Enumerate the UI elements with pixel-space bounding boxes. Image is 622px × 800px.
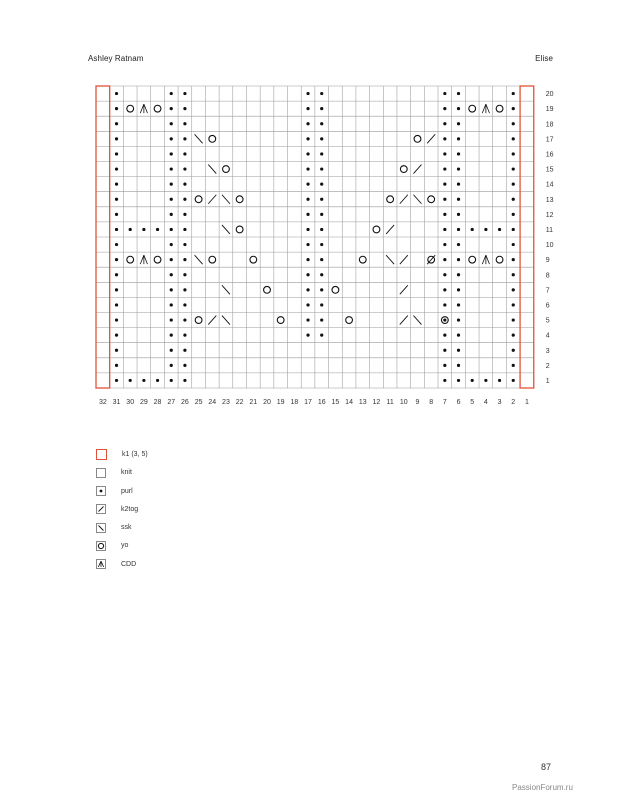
purl-icon <box>320 107 323 110</box>
purl-icon <box>443 122 446 125</box>
page-number: 87 <box>541 762 552 772</box>
purl-icon <box>306 213 309 216</box>
column-number: 3 <box>497 399 502 406</box>
purl-icon <box>183 243 186 246</box>
row-number: 19 <box>545 106 554 114</box>
purl-icon <box>457 288 460 291</box>
row-number: 14 <box>545 181 554 189</box>
ssk-icon <box>222 195 230 204</box>
legend-label: CDD <box>121 560 137 568</box>
column-number: 18 <box>290 399 299 406</box>
purl-icon <box>512 122 515 125</box>
purl-icon <box>115 198 118 201</box>
purl-icon <box>170 92 173 95</box>
column-number: 31 <box>112 399 121 406</box>
purl-icon <box>512 183 515 186</box>
purl-icon <box>183 198 186 201</box>
legend-label: yo <box>121 542 129 550</box>
purl-icon <box>115 243 118 246</box>
purl-icon <box>457 364 460 367</box>
purl-icon <box>443 318 446 321</box>
purl-icon <box>484 228 487 231</box>
row-number: 1 <box>545 377 550 385</box>
column-number: 17 <box>304 399 312 406</box>
ssk-icon <box>222 316 230 325</box>
purl-icon <box>115 258 118 261</box>
yo-icon <box>359 256 366 263</box>
purl-icon <box>457 318 460 321</box>
k2tog-icon <box>208 195 216 204</box>
purl-icon <box>512 228 515 231</box>
ssk-swatch-icon <box>96 523 106 533</box>
purl-icon <box>512 243 515 246</box>
purl-icon <box>115 349 118 352</box>
purl-icon <box>170 273 173 276</box>
row-number: 13 <box>545 196 554 204</box>
column-number: 25 <box>194 399 203 406</box>
purl-icon <box>320 167 323 170</box>
purl-icon <box>183 137 186 140</box>
purl-icon <box>115 167 118 170</box>
k2tog-icon <box>400 285 408 294</box>
row-number: 4 <box>545 332 550 340</box>
legend-item-ssk <box>96 522 148 533</box>
row-number: 15 <box>545 166 554 174</box>
column-number: 8 <box>429 399 434 406</box>
purl-icon <box>183 273 186 276</box>
purl-icon <box>320 273 323 276</box>
purl-icon <box>142 228 145 231</box>
purl-icon <box>115 318 118 321</box>
legend-item-k1 <box>96 449 148 460</box>
purl-icon <box>306 152 309 155</box>
purl-icon <box>115 364 118 367</box>
column-number: 7 <box>442 399 447 406</box>
purl-icon <box>320 92 323 95</box>
purl-icon <box>443 228 446 231</box>
column-number: 14 <box>345 399 353 406</box>
row-number: 5 <box>545 317 550 325</box>
purl-icon <box>170 379 173 382</box>
purl-icon <box>512 152 515 155</box>
purl-icon <box>443 334 446 337</box>
purl-icon <box>170 288 173 291</box>
k2tog-icon <box>400 195 408 204</box>
purl-icon <box>115 334 118 337</box>
purl-icon <box>115 183 118 186</box>
purl-icon <box>512 137 515 140</box>
purl-icon <box>457 152 460 155</box>
column-number: 6 <box>456 399 461 406</box>
row-number: 3 <box>545 347 550 355</box>
purl-icon <box>170 167 173 170</box>
ssk-icon <box>222 285 230 294</box>
purl-icon <box>129 379 132 382</box>
legend-label: k2tog <box>121 505 139 513</box>
row-number: 12 <box>545 211 554 219</box>
purl-icon <box>306 183 309 186</box>
legend-item-purl <box>96 486 148 497</box>
purl-icon <box>443 167 446 170</box>
purl-icon <box>170 122 173 125</box>
column-number: 22 <box>235 399 244 406</box>
row-number: 6 <box>545 302 550 310</box>
purl-icon <box>320 137 323 140</box>
purl-icon <box>183 167 186 170</box>
purl-icon <box>183 213 186 216</box>
yo-icon <box>236 196 243 203</box>
k2tog-icon <box>400 255 408 264</box>
purl-icon <box>320 243 323 246</box>
yo-icon <box>127 256 134 263</box>
yo-icon <box>428 196 435 203</box>
purl-icon <box>306 137 309 140</box>
yo-icon <box>250 256 257 263</box>
purl-icon <box>457 122 460 125</box>
purl-icon <box>512 273 515 276</box>
row-number: 7 <box>545 287 550 295</box>
purl-icon <box>443 258 446 261</box>
legend-item-cdd <box>96 559 148 570</box>
yo-icon <box>209 256 216 263</box>
purl-icon <box>320 258 323 261</box>
purl-icon <box>443 152 446 155</box>
purl-icon <box>115 92 118 95</box>
purl-icon <box>512 318 515 321</box>
purl-icon <box>457 273 460 276</box>
yo-swatch-icon <box>96 541 106 551</box>
yo-icon <box>264 286 271 293</box>
purl-icon <box>115 228 118 231</box>
purl-icon <box>170 228 173 231</box>
legend-item-k2tog <box>96 504 148 515</box>
yo-icon <box>387 196 394 203</box>
yo-icon <box>127 105 134 112</box>
purl-icon <box>306 122 309 125</box>
cdd-icon <box>482 255 489 264</box>
chart-legend <box>96 449 148 577</box>
purl-icon <box>512 107 515 110</box>
purl-icon <box>306 273 309 276</box>
cdd-icon <box>482 104 489 113</box>
purl-icon <box>443 92 446 95</box>
column-number: 30 <box>126 399 135 406</box>
k2tog-swatch-icon <box>96 504 106 514</box>
purl-icon <box>443 364 446 367</box>
yo-icon <box>277 317 284 324</box>
yo-icon <box>469 105 476 112</box>
purl-icon <box>306 107 309 110</box>
purl-icon <box>115 288 118 291</box>
column-number: 2 <box>511 399 516 406</box>
yo-icon <box>332 286 339 293</box>
purl-icon <box>183 152 186 155</box>
purl-icon <box>306 318 309 321</box>
purl-icon <box>183 122 186 125</box>
row-number: 16 <box>545 151 554 159</box>
column-number: 10 <box>399 399 408 406</box>
purl-icon <box>170 198 173 201</box>
purl-icon <box>443 213 446 216</box>
purl-icon <box>170 318 173 321</box>
purl-icon <box>115 137 118 140</box>
purl-icon <box>170 334 173 337</box>
purl-icon <box>320 122 323 125</box>
column-number: 20 <box>263 399 271 406</box>
column-number: 5 <box>470 399 475 406</box>
ssk-icon <box>208 165 216 174</box>
purl-icon <box>512 92 515 95</box>
purl-icon <box>471 379 474 382</box>
purl-icon <box>443 379 446 382</box>
purl-icon <box>306 303 309 306</box>
purl-icon <box>156 228 159 231</box>
purl-icon <box>512 167 515 170</box>
purl-icon <box>443 288 446 291</box>
purl-icon <box>471 228 474 231</box>
purl-icon <box>170 303 173 306</box>
purl-icon <box>183 318 186 321</box>
row-number: 8 <box>545 272 550 280</box>
purl-icon <box>457 198 460 201</box>
k2tog-icon <box>400 316 408 325</box>
purl-icon <box>170 107 173 110</box>
purl-icon <box>512 364 515 367</box>
purl-icon <box>170 183 173 186</box>
purl-icon <box>443 137 446 140</box>
purl-icon <box>457 303 460 306</box>
purl-icon <box>484 379 487 382</box>
ssk-icon <box>386 255 394 264</box>
purl-icon <box>183 288 186 291</box>
k2tog-icon <box>413 165 421 174</box>
purl-icon <box>498 379 501 382</box>
yo-icon <box>400 166 407 173</box>
purl-icon <box>306 334 309 337</box>
purl-icon <box>443 198 446 201</box>
row-number: 9 <box>545 257 550 265</box>
yo-icon <box>236 226 243 233</box>
purl-icon <box>320 228 323 231</box>
yo-icon <box>154 105 161 112</box>
purl-icon <box>306 92 309 95</box>
purl-icon <box>512 258 515 261</box>
purl-icon <box>512 349 515 352</box>
purl-icon <box>170 364 173 367</box>
purl-icon <box>457 213 460 216</box>
purl-icon <box>443 183 446 186</box>
purl-icon <box>170 258 173 261</box>
yo-icon <box>373 226 380 233</box>
column-number: 21 <box>249 399 258 406</box>
purl-icon <box>457 258 460 261</box>
purl-icon <box>457 107 460 110</box>
purl-icon <box>320 198 323 201</box>
purl-icon <box>320 303 323 306</box>
ssk-icon <box>195 134 203 143</box>
purl-icon <box>306 228 309 231</box>
purl-icon <box>183 183 186 186</box>
column-number: 13 <box>358 399 367 406</box>
legend-label: purl <box>121 487 133 495</box>
purl-icon <box>115 379 118 382</box>
yo-icon <box>346 317 353 324</box>
column-number: 26 <box>181 399 189 406</box>
purl-icon <box>320 152 323 155</box>
purl-icon <box>183 349 186 352</box>
column-number: 32 <box>98 399 107 406</box>
yo-icon <box>195 196 202 203</box>
purl-icon <box>512 334 515 337</box>
column-number: 16 <box>317 399 326 406</box>
purl-icon <box>170 243 173 246</box>
row-number: 2 <box>545 362 550 370</box>
yo-icon <box>414 135 421 142</box>
column-number: 19 <box>276 399 285 406</box>
purl-icon <box>443 107 446 110</box>
purl-icon <box>443 243 446 246</box>
yo-icon <box>209 135 216 142</box>
purl-icon <box>306 288 309 291</box>
purl-swatch-icon <box>96 486 106 496</box>
designer-name: Ashley Ratnam <box>88 54 144 63</box>
knit-swatch-icon <box>96 468 106 478</box>
watermark: PassionForum.ru <box>512 783 573 792</box>
legend-item-knit <box>96 467 148 478</box>
ssk-icon <box>222 225 230 234</box>
yo-icon <box>496 256 503 263</box>
yo-icon <box>496 105 503 112</box>
purl-icon <box>183 228 186 231</box>
purl-icon <box>306 258 309 261</box>
yo-icon <box>469 256 476 263</box>
purl-icon <box>512 213 515 216</box>
purl-icon <box>457 183 460 186</box>
ssk-icon <box>413 316 421 325</box>
column-number: 24 <box>208 399 217 406</box>
ssk-icon <box>413 195 421 204</box>
purl-icon <box>183 258 186 261</box>
purl-icon <box>443 273 446 276</box>
purl-icon <box>320 318 323 321</box>
column-number: 12 <box>372 399 381 406</box>
purl-icon <box>306 198 309 201</box>
row-number: 11 <box>545 226 554 234</box>
column-number: 15 <box>331 399 340 406</box>
column-number: 9 <box>415 399 420 406</box>
k1-key-swatch-icon <box>96 449 107 460</box>
column-number: 27 <box>167 399 176 406</box>
purl-icon <box>170 213 173 216</box>
yo-icon <box>223 166 230 173</box>
purl-icon <box>183 107 186 110</box>
purl-icon <box>183 92 186 95</box>
purl-icon <box>156 379 159 382</box>
purl-icon <box>457 167 460 170</box>
purl-icon <box>320 288 323 291</box>
purl-icon <box>170 349 173 352</box>
k2tog-icon <box>427 134 435 143</box>
legend-label: knit <box>121 469 132 477</box>
column-number: 4 <box>483 399 488 406</box>
column-number: 1 <box>524 399 529 406</box>
legend-item-yo <box>96 540 148 551</box>
purl-icon <box>183 364 186 367</box>
purl-icon <box>170 152 173 155</box>
purl-icon <box>320 183 323 186</box>
purl-icon <box>115 107 118 110</box>
k2tog-icon <box>386 225 394 234</box>
purl-icon <box>183 379 186 382</box>
row-number: 17 <box>545 136 554 144</box>
purl-icon <box>457 349 460 352</box>
column-number: 29 <box>139 399 148 406</box>
purl-icon <box>443 349 446 352</box>
purl-icon <box>457 228 460 231</box>
purl-icon <box>443 303 446 306</box>
purl-icon <box>115 273 118 276</box>
purl-icon <box>457 243 460 246</box>
cdd-icon <box>140 255 147 264</box>
cdd-icon <box>140 104 147 113</box>
purl-icon <box>457 92 460 95</box>
row-number: 10 <box>545 242 554 250</box>
purl-icon <box>306 243 309 246</box>
purl-icon <box>512 303 515 306</box>
ssk-icon <box>195 255 203 264</box>
purl-icon <box>170 137 173 140</box>
purl-icon <box>457 334 460 337</box>
purl-icon <box>457 137 460 140</box>
column-number: 23 <box>222 399 230 406</box>
yo-icon <box>154 256 161 263</box>
purl-icon <box>183 303 186 306</box>
purl-icon <box>129 228 132 231</box>
k2tog-icon <box>208 316 216 325</box>
purl-icon <box>512 379 515 382</box>
column-number: 11 <box>386 399 394 406</box>
purl-icon <box>142 379 145 382</box>
yo-icon <box>195 317 202 324</box>
cdd-swatch-icon <box>96 559 106 569</box>
column-number: 28 <box>153 399 162 406</box>
purl-icon <box>306 167 309 170</box>
purl-icon <box>498 228 501 231</box>
row-number: 20 <box>545 91 554 99</box>
purl-icon <box>183 334 186 337</box>
legend-label: ssk <box>121 524 132 532</box>
purl-icon <box>320 213 323 216</box>
purl-icon <box>115 152 118 155</box>
purl-icon <box>115 303 118 306</box>
purl-icon <box>320 334 323 337</box>
pattern-name: Elise <box>535 54 553 63</box>
purl-icon <box>512 288 515 291</box>
purl-icon <box>512 198 515 201</box>
purl-icon <box>115 213 118 216</box>
row-number: 18 <box>545 121 554 129</box>
purl-icon <box>115 122 118 125</box>
legend-label: k1 (3, 5) <box>122 451 148 458</box>
purl-icon <box>457 379 460 382</box>
